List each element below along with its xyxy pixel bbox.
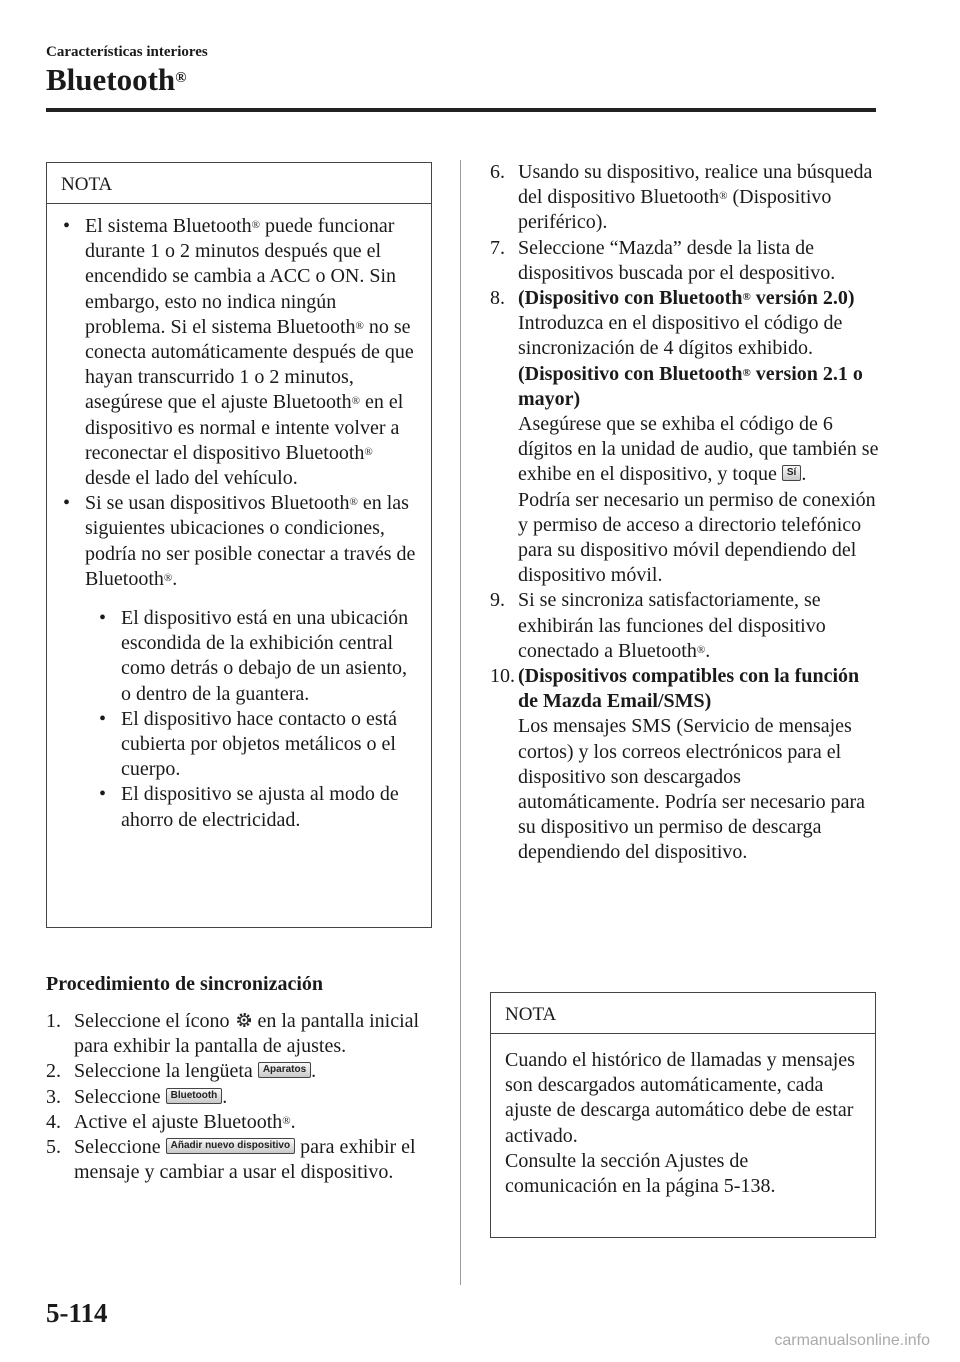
procedure-section	[46, 972, 430, 1185]
step-10-heading: (Dispositivos compatibles con la función de Mazda Email/SMS)	[518, 665, 860, 713]
step-8: 8. (Dispositivo con Bluetooth® versión 2.0) Introduzca en el dispositivo el código de sincronización de 4 dígitos exhibido. (Dispositivo con Bluetooth® version 2.1 o mayor) Asegúrese que se exhiba el código de 6 dígitos en la unidad de audio, que también se exhibe en el dispositivo, y toque Sí . Podría ser necesario un permiso de conexión y permiso de acceso a directorio telefónico para su dispositivo móvil dependiendo del dispositivo móvil.	[490, 286, 882, 588]
step-8-text-1: Introduzca en el dispositivo el código de sincronización de 4 dígitos exhibido.	[518, 312, 843, 360]
bluetooth-button: Bluetooth	[166, 1088, 223, 1104]
si-button: Sí	[782, 465, 801, 481]
step-9: 9. Si se sincroniza satisfactoriamente, se exhibirán las funciones del dispositivo conectado a Bluetooth®.	[490, 589, 826, 662]
procedure-title: Procedimiento de sincronización	[46, 973, 324, 995]
step-10: 10. (Dispositivos compatibles con la función de Mazda Email/SMS) Los mensajes SMS (Servicio de mensajes cortos) y los correos electrónicos para el dispositivo son descargados automáticamente. Podría ser necesario para su dispositivo un permiso de descarga dependiendo del dispositivo.	[490, 664, 882, 866]
note-paragraph: Consulte la sección Ajustes de comunicación en la página 5-138.	[505, 1149, 776, 1198]
procedure-steps-continued	[490, 160, 882, 866]
step-8-heading-1: (Dispositivo con Bluetooth® versión 2.0)	[518, 287, 855, 310]
note-title: NOTA	[505, 1004, 557, 1025]
step-8-text-3: Podría ser necesario un permiso de conexión y permiso de acceso a directorio telefónico para su dispositivo móvil dependiendo del dispositivo móvil.	[518, 488, 876, 587]
header-rule	[46, 108, 876, 112]
gear-icon	[235, 1011, 253, 1029]
note-bullet: • Si se usan dispositivos Bluetooth® en las siguientes ubicaciones o condiciones, podría no ser posible conectar a través de Bluetooth®. • El dispositivo está en una ubicación escondida de la exhibición central como detrás o debajo de un asiento, o dentro de la guantera. • El dispositivo hace contacto o está cubierta por objetos metálicos o el cuerpo. • El dispositivo se ajusta al modo de ahorro de electricidad.	[61, 491, 419, 833]
step-3: 3. Seleccione Bluetooth .	[46, 1085, 228, 1108]
note-sub-list	[85, 606, 419, 833]
page-number: 5-114	[46, 1298, 108, 1328]
procedure-steps	[46, 1009, 430, 1185]
step-2: 2. Seleccione la lengüeta Aparatos .	[46, 1060, 317, 1083]
step-10-text: Los mensajes SMS (Servicio de mensajes cortos) y los correos electrónicos para el dispositivo son descargados automáticamente. Podría ser necesario para su dispositivo un permiso de descarga dependiendo del dispositivo.	[518, 715, 866, 864]
note-sub-bullet: • El dispositivo hace contacto o está cubierta por objetos metálicos o el cuerpo.	[99, 707, 398, 781]
right-column	[490, 160, 882, 866]
aparatos-tab-button: Aparatos	[258, 1062, 311, 1078]
page-title-text: Bluetooth	[46, 62, 176, 97]
note-box-right	[490, 992, 876, 1238]
note-sub-bullet: • El dispositivo se ajusta al modo de ahorro de electricidad.	[99, 783, 399, 831]
step-1: 1. Seleccione el ícono en la pantalla inicial para exhibir la pantalla de ajustes.	[46, 1010, 420, 1058]
note-paragraph: Cuando el histórico de llamadas y mensajes son descargados automáticamente, cada ajuste de descarga automático debe de estar activado.	[505, 1049, 855, 1147]
add-device-button: Añadir nuevo dispositivo	[166, 1138, 295, 1154]
header-section: Características interiores	[46, 44, 208, 60]
note-sub-bullet: • El dispositivo está en una ubicación escondida de la exhibición central como detrás o debajo de un asiento, o dentro de la guantera.	[99, 607, 409, 705]
step-6: 6. Usando su dispositivo, realice una búsqueda del dispositivo Bluetooth® (Dispositivo periférico).	[490, 161, 873, 234]
note-title: NOTA	[61, 174, 113, 195]
step-7: 7. Seleccione “Mazda” desde la lista de dispositivos buscada por el despositivo.	[490, 236, 836, 284]
note-body	[491, 1034, 875, 1209]
note-bullet-list	[61, 214, 419, 833]
note-box-left	[46, 162, 432, 928]
registered-mark: ®	[175, 70, 187, 86]
column-divider	[460, 160, 461, 1285]
note-bullet: • El sistema Bluetooth® puede funcionar durante 1 o 2 minutos después que el encendido se cambia a ACC o ON. Sin embargo, esto no indica ningún problema. Si el sistema Bluetooth® no se conecta automáticamente después de que hayan transcurrido 1 o 2 minutos, asegúrese que el ajuste Bluetooth® en el dispositivo es normal e intente volver a reconectar el dispositivo Bluetooth® desde el lado del vehículo.	[63, 215, 414, 490]
note-body	[47, 204, 431, 843]
step-4: 4. Active el ajuste Bluetooth®.	[46, 1110, 296, 1133]
step-8-text-2: Asegúrese que se exhiba el código de 6 dígitos en la unidad de audio, que también se exhibe en el dispositivo, y toque Sí .	[518, 413, 879, 486]
step-5: 5. Seleccione Añadir nuevo dispositivo para exhibir el mensaje y cambiar a usar el dispositivo.	[46, 1136, 416, 1184]
step-8-heading-2: (Dispositivo con Bluetooth® version 2.1 o mayor)	[518, 362, 863, 410]
page-title	[46, 62, 186, 98]
watermark: carmanualsonline.info	[774, 1332, 930, 1349]
